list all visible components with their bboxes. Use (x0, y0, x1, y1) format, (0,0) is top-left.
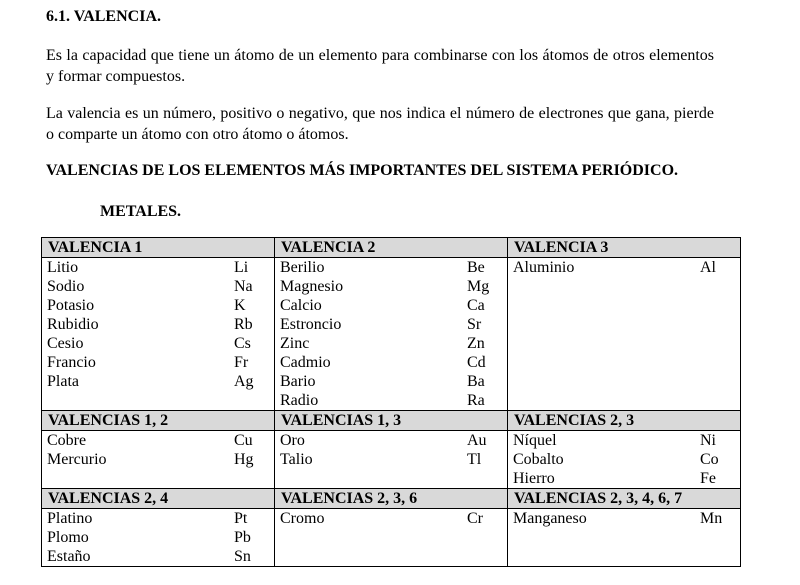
element-symbol: Ag (234, 373, 254, 390)
valence-group-header: VALENCIAS 2, 4 (42, 489, 275, 509)
element-symbol: Mn (700, 510, 723, 527)
element-entry (42, 334, 274, 353)
element-name: Hierro (513, 470, 555, 487)
element-symbol: Rb (234, 316, 253, 333)
element-name: Plomo (47, 529, 89, 546)
element-symbol: Sn (234, 548, 251, 565)
element-symbol: Cs (234, 335, 251, 352)
element-list (508, 258, 741, 411)
element-name: Calcio (280, 297, 322, 314)
element-name: Litio (47, 259, 79, 276)
element-symbol: K (234, 297, 246, 314)
element-entry (275, 334, 507, 353)
element-name: Francio (47, 354, 96, 371)
element-symbol: Zn (467, 335, 485, 352)
element-name: Níquel (513, 432, 557, 449)
element-symbol: Fr (234, 354, 249, 371)
element-symbol: Li (234, 259, 249, 276)
element-name: Manganeso (513, 510, 587, 527)
element-list (42, 258, 275, 411)
element-symbol: Sr (467, 316, 482, 333)
element-entry (275, 372, 507, 391)
valence-elements-row (42, 431, 741, 489)
element-entry (42, 277, 274, 296)
element-name: Cobalto (513, 451, 564, 468)
element-name: Talio (280, 451, 313, 468)
element-name: Cesio (47, 335, 84, 352)
element-name: Rubidio (47, 316, 99, 333)
element-name: Radio (280, 392, 319, 409)
element-entry (275, 296, 507, 315)
element-entry (508, 258, 740, 277)
element-entry (275, 258, 507, 277)
element-list (42, 431, 275, 489)
element-entry (42, 296, 274, 315)
element-entry (508, 509, 740, 528)
element-name: Estaño (47, 548, 91, 565)
element-name: Berilio (280, 259, 325, 276)
element-symbol: Co (700, 451, 719, 468)
element-symbol: Ba (467, 373, 485, 390)
element-symbol: Au (467, 432, 487, 449)
valence-group-header: VALENCIAS 2, 3 (508, 411, 741, 431)
element-name: Oro (280, 432, 305, 449)
element-symbol: Tl (467, 451, 482, 468)
element-entry (275, 353, 507, 372)
valence-group-header: VALENCIAS 2, 3, 6 (275, 489, 508, 509)
element-symbol: Pb (234, 529, 251, 546)
element-name: Bario (280, 373, 316, 390)
element-list (42, 509, 275, 567)
element-name: Estroncio (280, 316, 342, 333)
element-list (508, 509, 741, 567)
element-entry (275, 431, 507, 450)
valence-group-header: VALENCIA 3 (508, 238, 741, 258)
element-entry (275, 315, 507, 334)
explanation-paragraph: La valencia es un número, positivo o negativo, que nos indica el número de electrones que gana, pierde o comparte un átomo con otro átomo o átomos. (46, 105, 714, 143)
element-entry (275, 277, 507, 296)
definition-paragraph: Es la capacidad que tiene un átomo de un elemento para combinarse con los átomos de otros elementos y formar compuestos. (46, 47, 714, 85)
element-symbol: Ra (467, 392, 485, 409)
element-entry (42, 528, 274, 547)
element-name: Plata (47, 373, 79, 390)
element-name: Cobre (47, 432, 87, 449)
element-entry (42, 372, 274, 391)
element-entry (42, 509, 274, 528)
element-symbol: Fe (700, 470, 716, 487)
element-entry (42, 353, 274, 372)
element-list (275, 509, 508, 567)
valence-header-row (42, 489, 741, 509)
element-symbol: Be (467, 259, 485, 276)
element-symbol: Pt (234, 510, 248, 527)
valence-header-row (42, 411, 741, 431)
section-title: 6.1. VALENCIA. (46, 8, 161, 25)
valence-group-header: VALENCIA 1 (42, 238, 275, 258)
element-entry (42, 258, 274, 277)
valence-header-row (42, 238, 741, 258)
metals-subheading: METALES. (100, 203, 182, 220)
element-entry (275, 391, 507, 410)
element-symbol: Mg (467, 278, 490, 295)
element-name: Platino (47, 510, 93, 527)
element-entry (275, 450, 507, 469)
element-entry (42, 450, 274, 469)
element-name: Potasio (47, 297, 95, 314)
element-name: Cromo (280, 510, 325, 527)
element-symbol: Ca (467, 297, 485, 314)
valencias-table (41, 237, 741, 567)
element-symbol: Cu (234, 432, 253, 449)
valence-group-header: VALENCIAS 1, 3 (275, 411, 508, 431)
valence-group-header: VALENCIAS 2, 3, 4, 6, 7 (508, 489, 741, 509)
element-entry (508, 431, 740, 450)
element-name: Zinc (280, 335, 310, 352)
element-entry (42, 547, 274, 566)
element-symbol: Cd (467, 354, 486, 371)
valence-elements-row (42, 258, 741, 411)
element-symbol: Al (700, 259, 716, 276)
element-entry (508, 469, 740, 488)
element-name: Aluminio (513, 259, 575, 276)
valence-group-header: VALENCIA 2 (275, 238, 508, 258)
element-name: Sodio (47, 278, 85, 295)
element-symbol: Ni (700, 432, 716, 449)
element-entry (275, 509, 507, 528)
element-entry (42, 315, 274, 334)
element-entry (508, 450, 740, 469)
element-name: Cadmio (280, 354, 331, 371)
element-list (508, 431, 741, 489)
valence-elements-row (42, 509, 741, 567)
element-list (275, 431, 508, 489)
element-symbol: Cr (467, 510, 483, 527)
element-list (275, 258, 508, 411)
valence-group-header: VALENCIAS 1, 2 (42, 411, 275, 431)
element-symbol: Na (234, 278, 253, 295)
element-name: Mercurio (47, 451, 107, 468)
element-entry (42, 431, 274, 450)
table-heading: VALENCIAS DE LOS ELEMENTOS MÁS IMPORTANTES DEL SISTEMA PERIÓDICO. (46, 162, 679, 179)
element-symbol: Hg (234, 451, 254, 468)
element-name: Magnesio (280, 278, 344, 295)
